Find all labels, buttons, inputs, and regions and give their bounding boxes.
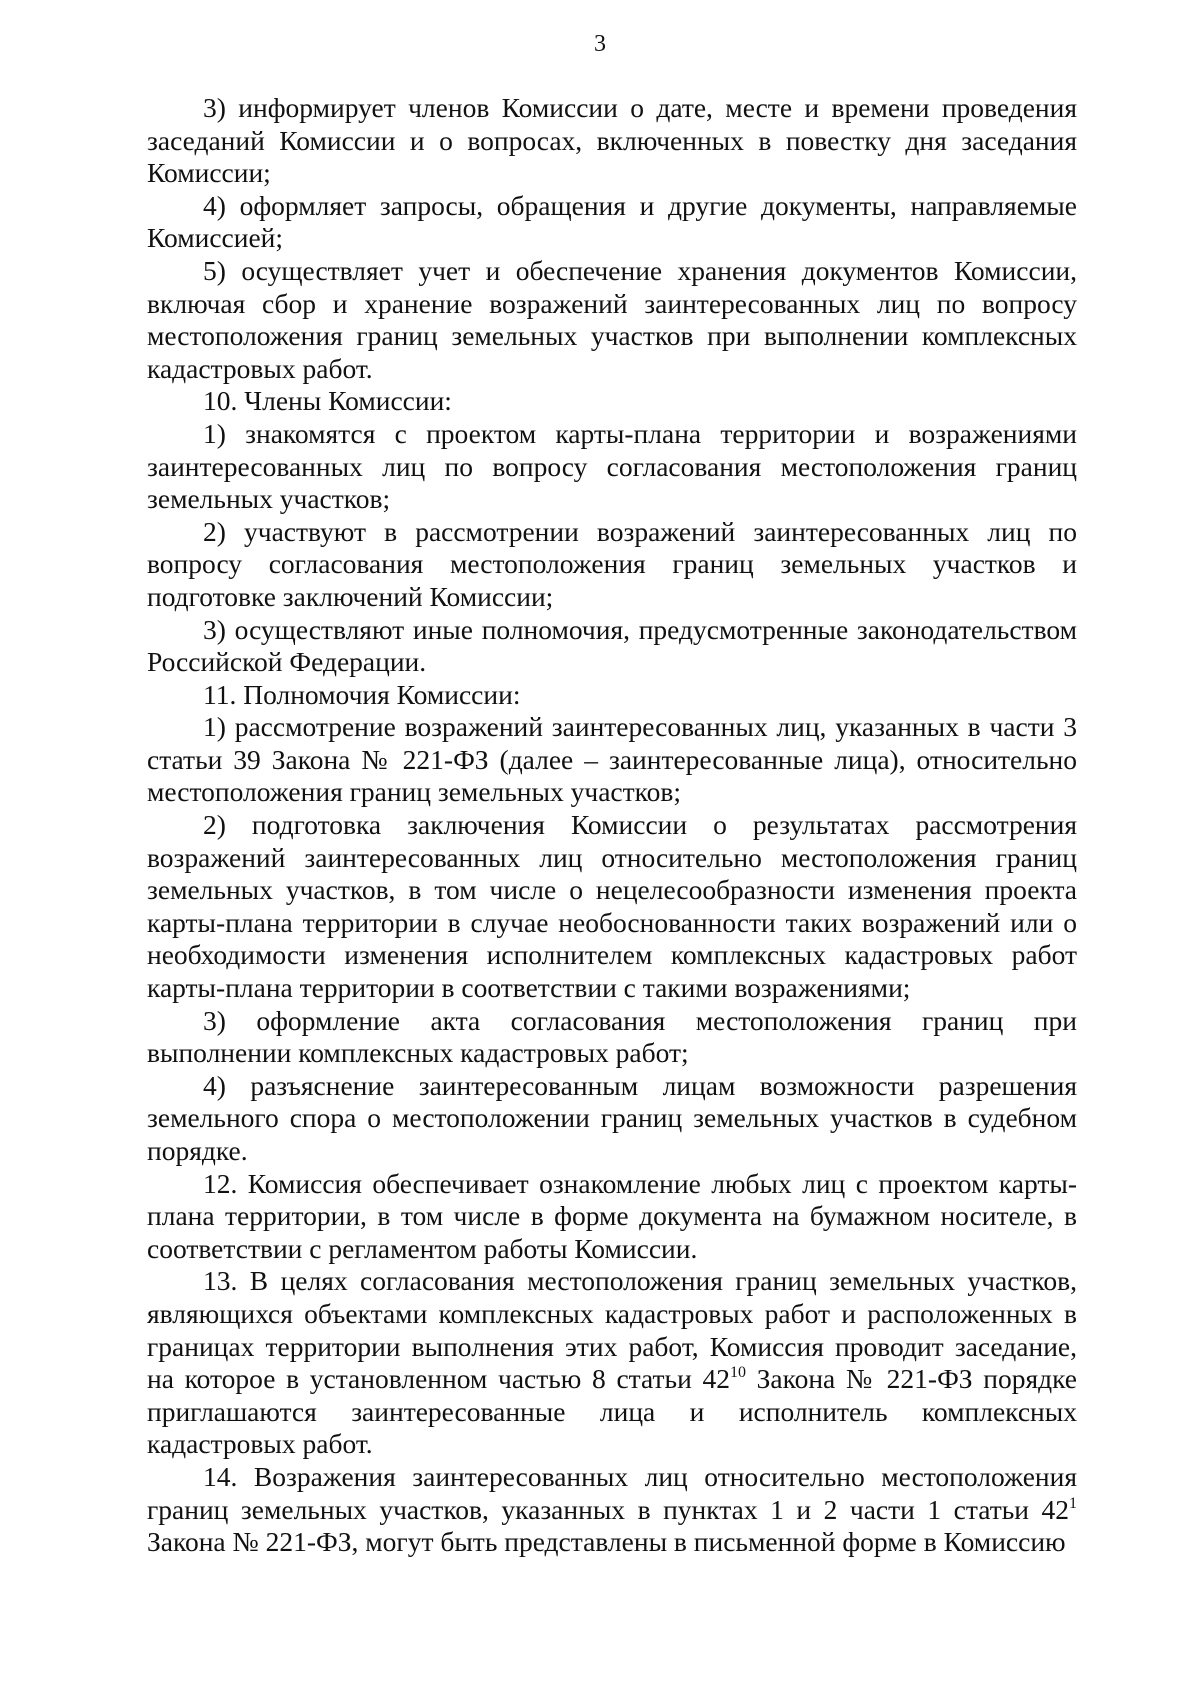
paragraph-12: 12. Комиссия обеспечивает ознакомление любых лиц с проектом карты-плана территории, в том числе в форме документа на бумажном носителе, в соответствии с регламентом работы Комиссии. [147, 1167, 1077, 1264]
paragraph-14 [147, 1461, 1077, 1559]
paragraph-item-4-requests: 4) оформляет запросы, обращения и другие документы, направляемые Комиссией; [147, 189, 1077, 254]
paragraph-11-heading: 11. Полномочия Комиссии: [203, 678, 521, 710]
document-body [147, 92, 1077, 1559]
paragraph-14-superscript: 1 [1069, 1494, 1077, 1512]
paragraph-10-heading: 10. Члены Комиссии: [203, 385, 452, 417]
paragraph-14-text-start: 14. Возражения заинтересованных лиц относительно местоположения границ земельных участков, указанных в пунктах 1 и 2 части 1 статьи 42 [147, 1460, 1077, 1525]
paragraph-item-5-records: 5) осуществляет учет и обеспечение хранения документов Комиссии, включая сбор и хранение возражений заинтересованных лиц по вопросу местоположения границ земельных участков при выполнении комплексных кадастровых работ. [147, 254, 1077, 384]
paragraph-10-item-1: 1) знакомятся с проектом карты-плана территории и возражениями заинтересованных лиц по вопросу согласования местоположения границ земельных участков; [147, 417, 1077, 515]
paragraph-item-3-informs: 3) информирует членов Комиссии о дате, месте и времени проведения заседаний Комиссии и о вопросах, включенных в повестку дня заседания Комиссии; [147, 92, 1077, 189]
paragraph-13-superscript: 10 [729, 1364, 746, 1382]
paragraph-11-item-1: 1) рассмотрение возражений заинтересованных лиц, указанных в части 3 статьи 39 Закона № 221-ФЗ (далее – заинтересованные лица), относительно местоположения границ земельных участков; [147, 711, 1077, 808]
paragraph-13-text-end: Закона № 221-ФЗ порядке приглашаются заинтересованные лица и исполнитель комплексных кадастровых работ. [147, 1363, 1077, 1460]
paragraph-11-item-2: 2) подготовка заключения Комиссии о результатах рассмотрения возражений заинтересованных лиц относительно местоположения границ земельных участков, в том числе о нецелесообразности изменения проекта карты-плана территории в случае необоснованности таких возражений или о необходимости изменения исполнителем комплексных кадастровых работ карты-плана территории в соответствии с такими возражениями; [147, 809, 1077, 1004]
paragraph-11-item-4: 4) разъяснение заинтересованным лицам возможности разрешения земельного спора о местоположении границ земельных участков в судебном порядке. [147, 1069, 1077, 1166]
paragraph-11-item-3: 3) оформление акта согласования местоположения границ при выполнении комплексных кадастровых работ; [147, 1004, 1077, 1069]
paragraph-13-text-start: 13. В целях согласования местоположения границ земельных участков, являющихся объектами комплексных кадастровых работ и расположенных в границах территории выполнения этих работ, Комиссия проводит заседание, на которое в установленном частью 8 статьи 42 [147, 1265, 1077, 1395]
paragraph-14-text-end: Закона № 221-ФЗ, могут быть представлены в письменной форме в Комиссию [147, 1526, 1066, 1558]
paragraph-10-item-3: 3) осуществляют иные полномочия, предусмотренные законодательством Российской Федерации. [147, 613, 1077, 678]
paragraph-10-item-2: 2) участвуют в рассмотрении возражений заинтересованных лиц по вопросу согласования местоположения границ земельных участков и подготовке заключений Комиссии; [147, 515, 1077, 612]
paragraph-13 [147, 1265, 1077, 1461]
page-number: 3 [594, 31, 606, 57]
